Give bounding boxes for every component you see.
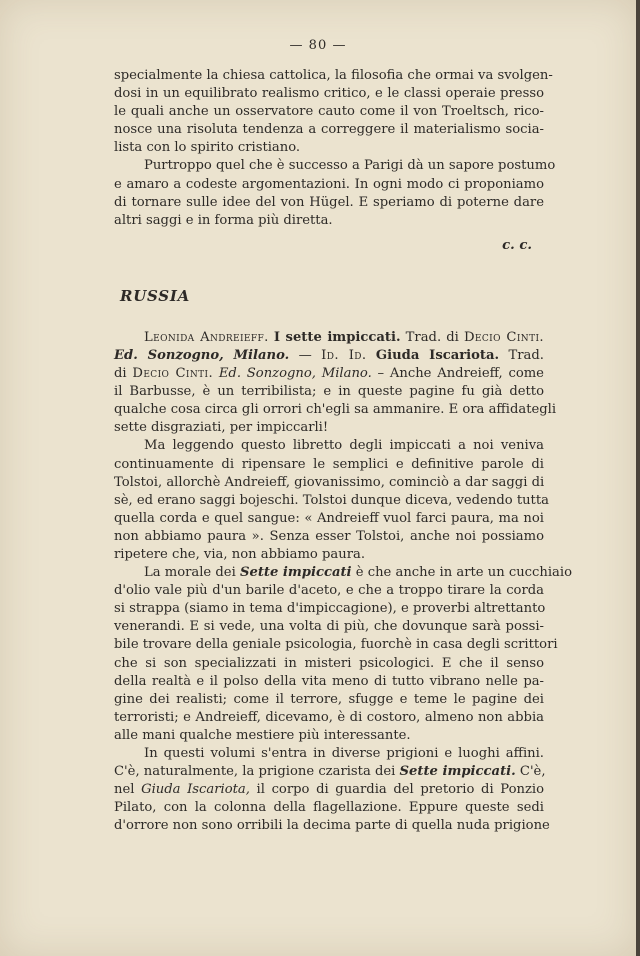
text-line: alle mani qualche mestiere più interessante.: [114, 727, 411, 743]
text-line: sè, ed erano saggi bojeschi. Tolstoi dunque diceva, vedendo tutta: [114, 492, 549, 508]
text-line: quella corda e quel sangue: « Andreieff vuol farci paura, ma noi: [114, 510, 544, 526]
text-line: della realtà e il polso della vita meno di tutto vibrano nelle pa-: [114, 673, 544, 689]
review-header-line-2: [114, 347, 544, 365]
text-line: altri saggi e in forma più diretta.: [114, 212, 333, 228]
text-line: [114, 564, 573, 582]
book-title-reference: Sette impiccati.: [399, 764, 516, 780]
text-fragment: il corpo di guardia del pretorio di Ponzio: [256, 782, 544, 798]
text-line: Ma leggendo questo libretto degli impiccati a noi veniva: [144, 438, 544, 454]
text-line: specialmente la chiesa cattolica, la filosofia che ormai va svolgen-: [114, 68, 553, 83]
text-fragment: Trad. di: [405, 329, 459, 345]
translator-name: Decio Cinti.: [464, 329, 544, 345]
text-line: nosce una risoluta tendenza a correggere il materialismo socia-: [114, 122, 544, 138]
text-line: non abbiamo paura ». Senza esser Tolstoi, anche noi possiamo: [114, 528, 544, 544]
text-line: Tolstoi, allorchè Andreieff, giovanissimo, cominciò a dar saggi di: [114, 474, 545, 490]
publisher: Ed. Sonzogno, Milano.: [114, 347, 290, 363]
text-line: dosi in un equilibrato realismo critico, e le classi operaie presso: [114, 86, 544, 102]
review-paragraph-4: [114, 745, 550, 835]
book-title-reference: Giuda Iscariota,: [141, 782, 250, 798]
text-line: In questi volumi s'entra in diverse prigioni e luoghi affini.: [144, 746, 544, 761]
text-fragment: nel: [114, 782, 135, 798]
text-line: e amaro a codeste argomentazioni. In ogni modo ci proponiamo: [114, 176, 544, 192]
text-line: d'orrore non sono orribili la decima parte di quella nuda prigione: [114, 818, 550, 834]
text-line: [114, 763, 544, 781]
review-paragraph-2: [114, 437, 549, 564]
text-line: che si son specializzati in misteri psicologici. E che il senso: [114, 655, 544, 671]
text-line: terroristi; e Andreieff, dicevamo, è di costoro, almeno non abbia: [114, 709, 544, 725]
text-fragment: —: [298, 347, 312, 363]
scan-edge: [636, 0, 640, 956]
page-number: — 80 —: [289, 38, 347, 53]
publisher: Ed. Sonzogno, Milano.: [218, 366, 372, 382]
translator-name: Decio Cinti.: [132, 366, 214, 382]
book-author: Leonida Andreieff.: [144, 329, 269, 345]
review-header-line-3: [114, 365, 544, 383]
text-fragment: di: [114, 366, 127, 382]
text-line: si strappa (siamo in tema d'impiccagione), e proverbi altrettanto: [114, 601, 546, 617]
text-line: il Barbusse, è un terribilista; e in queste pagine fu già detto: [114, 384, 544, 400]
book-title: Giuda Iscariota.: [375, 347, 500, 363]
text-line: continuamente di ripensare le semplici e definitive parole di: [114, 456, 544, 472]
review-paragraph-1: [114, 329, 557, 438]
text-fragment: C'è, naturalmente, la prigione czarista dei: [114, 764, 396, 780]
book-title-reference: Sette impiccati: [239, 565, 352, 581]
text-line: sette disgraziati, per impiccarli!: [114, 420, 329, 436]
text-line: qualche cosa circa gli orrori ch'egli sa ammanire. E ora affidategli: [114, 402, 557, 418]
text-line: Purtroppo quel che è successo a Parigi dà un sapore postumo: [144, 158, 556, 174]
intro-paragraph-1: [114, 67, 553, 157]
text-line: bile trovare della geniale psicologia, fuorchè in casa degli scrittori: [114, 637, 558, 653]
text-line: d'olio vale più d'un barile d'aceto, e che a troppo tirare la corda: [114, 583, 544, 599]
text-fragment: La morale dei: [144, 565, 236, 581]
text-fragment: Trad.: [508, 347, 544, 363]
intro-paragraph-2: [114, 157, 556, 229]
review-header-line-1: [114, 329, 544, 347]
text-line: lista con lo spirito cristiano.: [114, 140, 301, 156]
text-line: venerandi. E si vede, una volta di più, che dovunque sarà possi-: [114, 619, 544, 635]
text-column: [114, 67, 573, 835]
text-line: [114, 781, 544, 799]
review-paragraph-3: [114, 564, 573, 745]
author-signature: c. c.: [502, 237, 532, 253]
section-title: RUSSIA: [120, 286, 191, 305]
text-line: ripetere che, via, non abbiamo paura.: [114, 546, 365, 562]
text-fragment: C'è,: [519, 764, 546, 780]
text-line: gine dei realisti; come il terrore, sfugge e teme le pagine dei: [114, 691, 544, 707]
book-title: I sette impiccati.: [273, 329, 401, 345]
text-line: di tornare sulle idee del von Hügel. E speriamo di poterne dare: [114, 194, 544, 210]
ditto-marker: Id. Id.: [321, 347, 367, 363]
text-fragment: –: [377, 366, 385, 382]
text-fragment: è che anche in arte un cucchiaio: [355, 565, 573, 581]
text-line: Pilato, con la colonna della flagellazione. Eppure queste sedi: [114, 800, 544, 816]
text-line: le quali anche un osservatore cauto come il von Troeltsch, rico-: [114, 104, 544, 120]
text-fragment: Anche Andreieff, come: [389, 366, 544, 382]
